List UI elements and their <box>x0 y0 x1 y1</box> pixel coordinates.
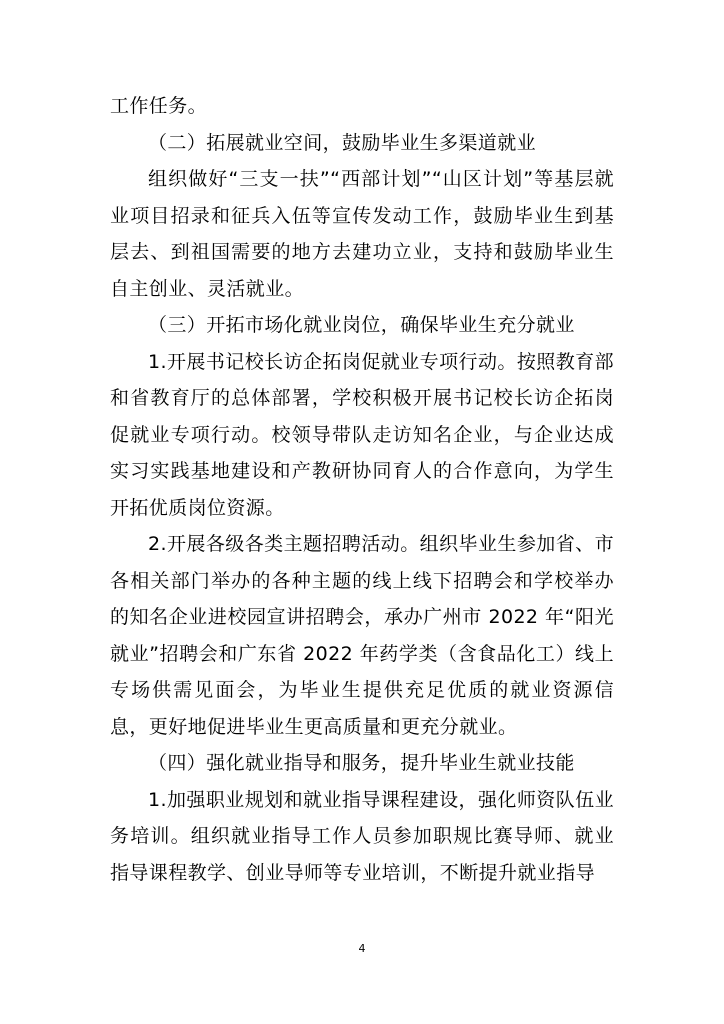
paragraph-recruitment-events: 2.开展各级各类主题招聘活动。组织毕业生参加省、市各相关部门举办的各种主题的线上线下招聘会和学校举办的知名企业进校园宣讲招聘会，承办广州市 2022 年“阳光就业”招聘会和广东省 2022 年药学类（含食品化工）线上专场供需见面会，为毕业生提供充足优质的就业资源信息，更好地促进毕业生更高质量和更充分就业。 <box>110 533 614 738</box>
section-heading-3: （三）开拓市场化就业岗位，确保毕业生充分就业 <box>148 314 575 336</box>
page-number: 4 <box>358 942 366 955</box>
paragraph-enterprise-visits: 1.开展书记校长访企拓岗促就业专项行动。按照教育部和省教育厅的总体部署，学校积极开展书记校长访企拓岗促就业专项行动。校领导带队走访知名企业，与企业达成实习实践基地建设和产教研协同育人的合作意向，为学生开拓优质岗位资源。 <box>110 350 614 519</box>
section-heading-2: （二）拓展就业空间，鼓励毕业生多渠道就业 <box>148 131 537 154</box>
paragraph-career-guidance: 1.加强职业规划和就业指导课程建设，强化师资队伍业务培训。组织就业指导工作人员参加职规比赛导师、就业指导课程教学、创业导师等专业培训，不断提升就业指导 <box>110 788 614 884</box>
paragraph-grassroots-employment: 组织做好“三支一扶”“西部计划”“山区计划”等基层就业项目招录和征兵入伍等宣传发动工作，鼓励毕业生到基层去、到祖国需要的地方去建功立业，支持和鼓励毕业生自主创业、灵活就业。 <box>110 168 614 300</box>
document-body <box>110 88 614 891</box>
section-heading-4: （四）强化就业指导和服务，提升毕业生就业技能 <box>148 752 575 774</box>
paragraph-continuation: 工作任务。 <box>110 95 208 117</box>
